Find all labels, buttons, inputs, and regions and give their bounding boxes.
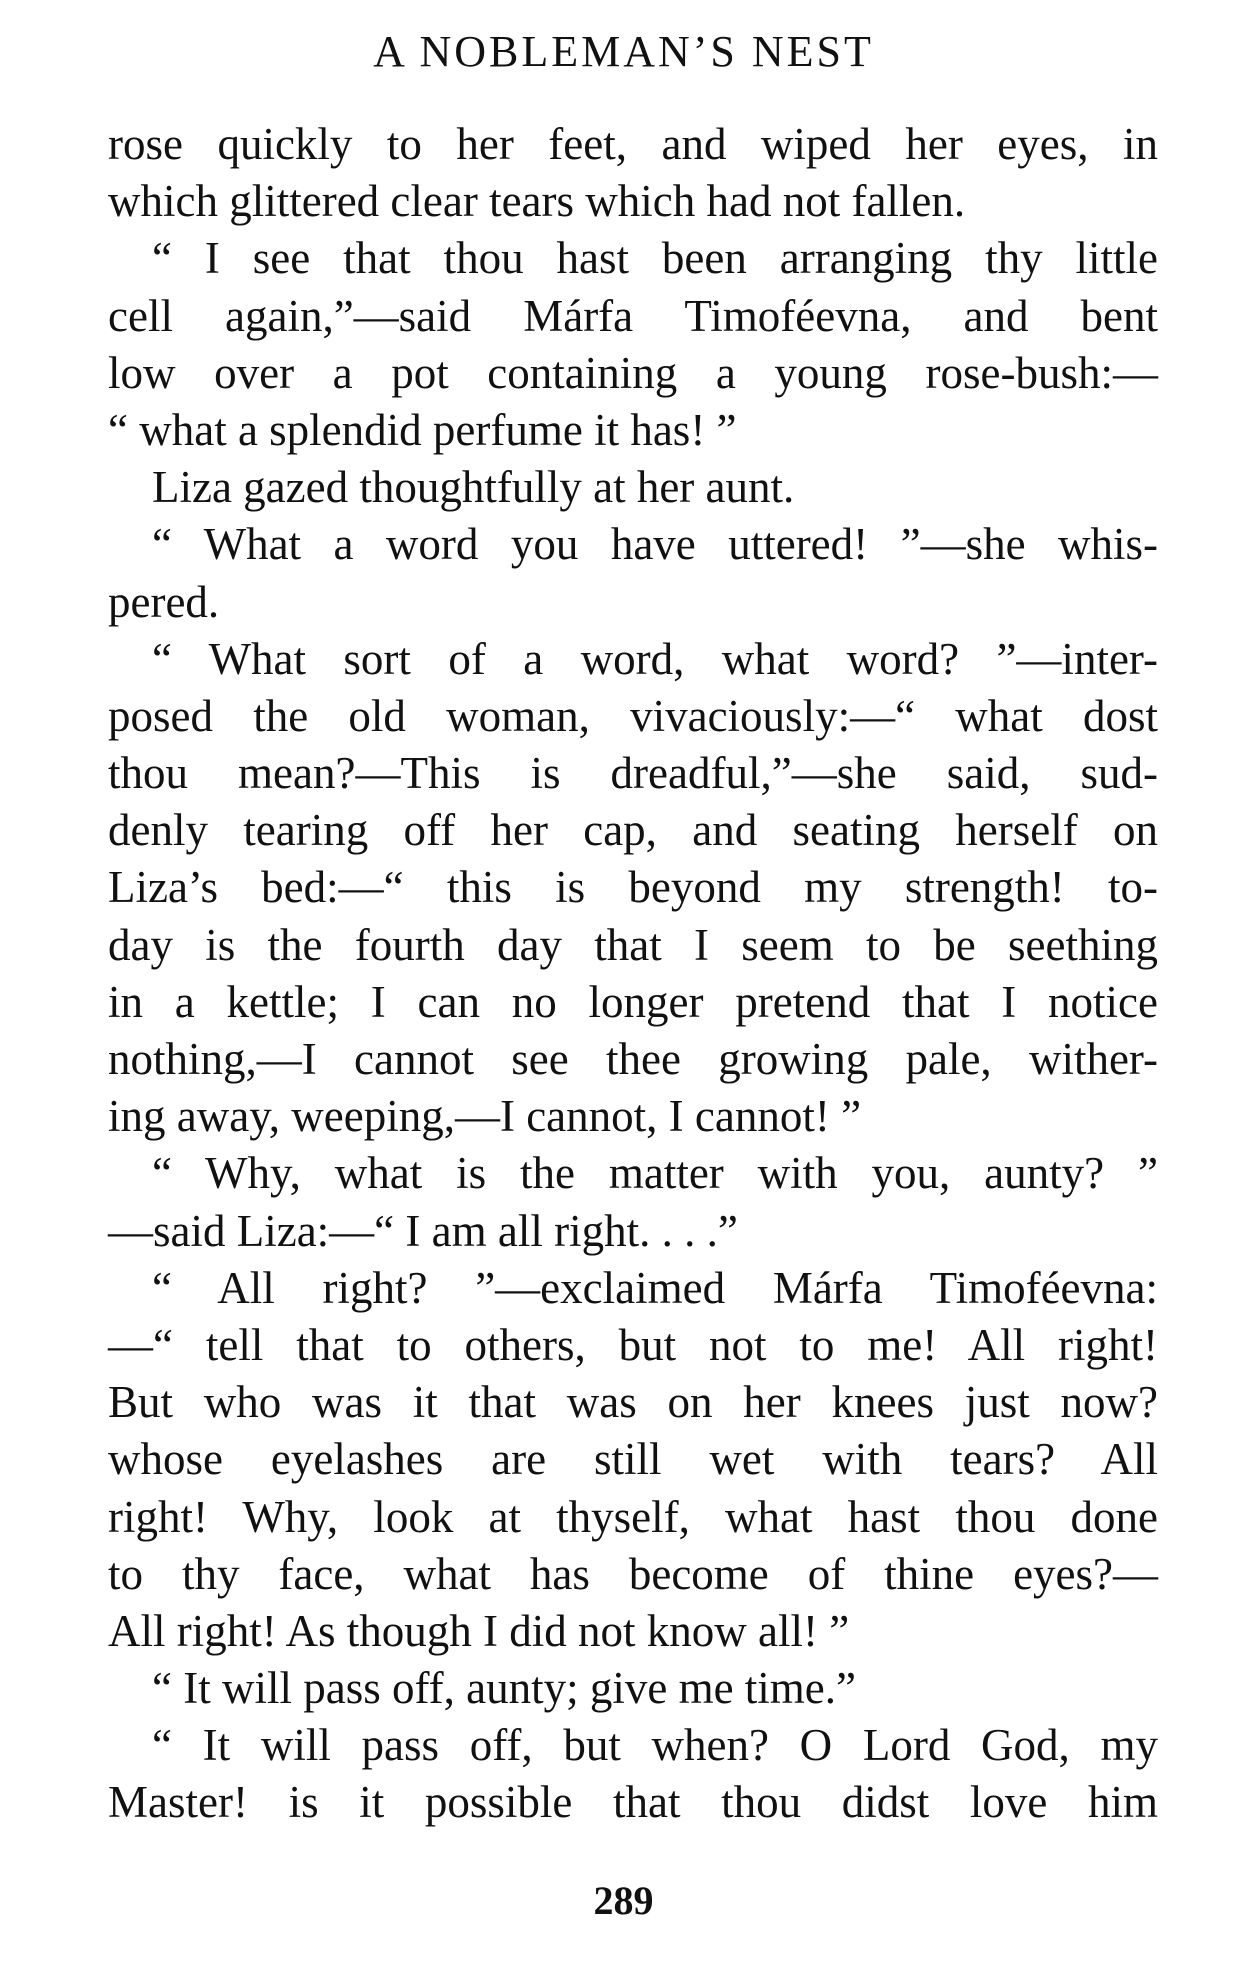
text-line: “ All right? ”—exclaimed Márfa Timoféevna: <box>152 1262 1158 1313</box>
text-line: in a kettle; I can no longer pretend that I notice <box>108 976 1158 1027</box>
text-line: rose quickly to her feet, and wiped her eyes, in <box>108 119 1158 169</box>
text-line: “ It will pass off, but when? O Lord God, my <box>152 1720 1158 1771</box>
text-line: Liza’s bed:—“ this is beyond my strength! to- <box>108 862 1158 913</box>
text-line: —“ tell that to others, but not to me! All right! <box>108 1319 1158 1370</box>
text-line: right! Why, look at thyself, what hast thou done <box>108 1491 1158 1542</box>
text-line: “ What a word you have uttered! ”—she whis- <box>152 519 1158 570</box>
text-line: Liza gazed thoughtfully at her aunt. <box>152 462 795 513</box>
page-number: 289 <box>593 1878 654 1923</box>
text-line: posed the old woman, vivaciously:—“ what dost <box>108 690 1158 741</box>
text-line: to thy face, what has become of thine eyes?— <box>108 1548 1158 1599</box>
text-line: —said Liza:—“ I am all right. . . .” <box>108 1205 738 1256</box>
text-line: pered. <box>108 576 220 627</box>
text-line: All right! As though I did not know all! ” <box>108 1605 850 1656</box>
text-line: Master! is it possible that thou didst love him <box>108 1777 1158 1828</box>
text-line: nothing,—I cannot see thee growing pale, wither- <box>108 1034 1158 1084</box>
body-text <box>108 116 1158 1832</box>
text-line: “ What sort of a word, what word? ”—inter- <box>152 633 1158 684</box>
text-line: But who was it that was on her knees just now? <box>108 1377 1158 1428</box>
text-line: “ what a splendid perfume it has! ” <box>108 404 737 455</box>
running-head: A NOBLEMAN’S NEST <box>373 27 874 76</box>
text-line: whose eyelashes are still wet with tears? All <box>108 1434 1158 1485</box>
text-line: which glittered clear tears which had not fallen. <box>108 176 966 227</box>
text-line: “ I see that thou hast been arranging thy little <box>152 233 1158 284</box>
text-line: day is the fourth day that I seem to be seething <box>108 919 1158 970</box>
text-line: “ It will pass off, aunty; give me time.” <box>152 1663 857 1714</box>
text-line: thou mean?—This is dreadful,”—she said, sud- <box>108 748 1158 799</box>
text-line: denly tearing off her cap, and seating herself on <box>108 805 1158 856</box>
text-line: “ Why, what is the matter with you, aunty? ” <box>152 1148 1158 1199</box>
text-line: cell again,”—said Márfa Timoféevna, and bent <box>108 290 1158 341</box>
text-line: low over a pot containing a young rose-bush:— <box>108 347 1158 398</box>
text-line: ing away, weeping,—I cannot, I cannot! ” <box>108 1091 862 1142</box>
